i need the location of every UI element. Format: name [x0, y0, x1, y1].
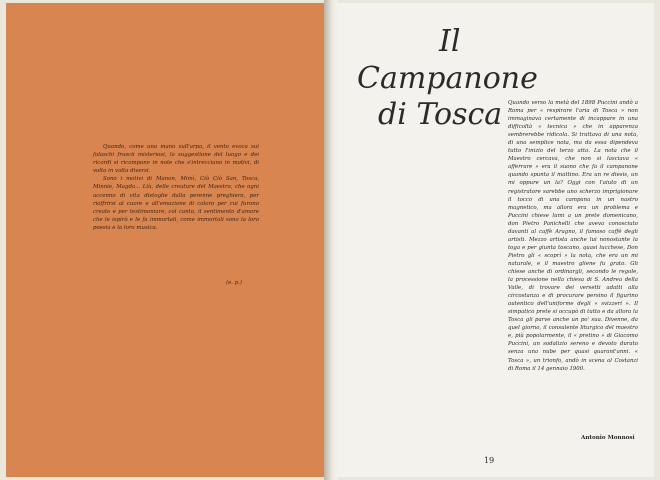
article-title-line-1: Il: [439, 24, 461, 59]
article-title-line-2: Campanone: [357, 61, 538, 96]
book-gutter: [324, 0, 338, 480]
article-title-line-3: di Tosca: [378, 97, 503, 132]
left-page-signature: (e. p.): [226, 280, 242, 286]
left-page: [6, 3, 324, 477]
left-paragraph-1: Quando, come una mano sull'arpa, il vento evoca sui falaschi fruscii misteriosi, la suggestione del luogo e dei ricordi si ricompone in note che s'intrecciano in motivi, di volta in volta diversi.: [93, 144, 259, 175]
article-body: Quando verso la metà del 1898 Puccini andò a Roma per « respirare l'aria di Tosca » non immaginava certamente di incappare in una difficoltà « tecnica » che in apparenza sembrerebbe ridicola. Si trattava di una nota, di una semplice nota, ma da essa dipendeva tutto l'inizio del terzo atto. La nota che il Maestro cercava, che non si lasciava « afferrare » era il suono che fa il campanone quando spunta il mattino. Era un re diesis, un mi oppure un la? Oggi con l'aiuto di un registratore sarebbe uno scherzo imprigionare il tocco di una campana in un nastro magnetico, ma allora era un problema e Puccini chiese lumi a un prete domenicano, don Pietro Panichelli che aveva conosciuto davanti al caffè Aragno, il famoso caffè degli artisti. Mezzo artista anche lui nonostante la toga e per giunta toscano, quasi lucchese, Don Pietro gli « scoprì » la nota, che era un mi naturale, e il maestro gliene fu grato. Gli chiese anche di ordinargli, secondo le regole, la processione nella chiesa di S. Andrea della Valle, di trovare dei versetti adatti alla circostanza e di procurare persino il figurino autentico dell'uniforme degli « svizzeri ». Il simpatico prete si occupò di tutto e da allora la Tosca gli parve anche un po' sua. Divenne, da quel giorno, il consulente liturgico del maestro e, più popolarmente, il « pretino » di Giacomo Puccini, un sodalizio sereno e devoto durato senza una nube per quasi quarant'anni. « Tosca », un trionfo, andò in scena al Costanzi di Roma il 14 gennaio 1900.: [508, 100, 638, 372]
article-author: Antonio Monnosi: [581, 435, 635, 441]
left-paragraph-2: Sono i motivi di Manon, Mimì, Ciò Ciò San, Tosca, Minnie, Magda... Liù, delle creature del Maestro, che ogni accenno di vita distoglie dalla perenne preghiera, per rioffrirsi al cuore e all'emozione di coloro per cui furono create e per testimoniare, col canto, il sentimento d'amore che le ispirò e le fa immortali, come immortali sono la loro poesia e la loro musica.: [93, 176, 259, 231]
left-page-text: [93, 143, 259, 232]
page-number: 19: [484, 456, 495, 465]
